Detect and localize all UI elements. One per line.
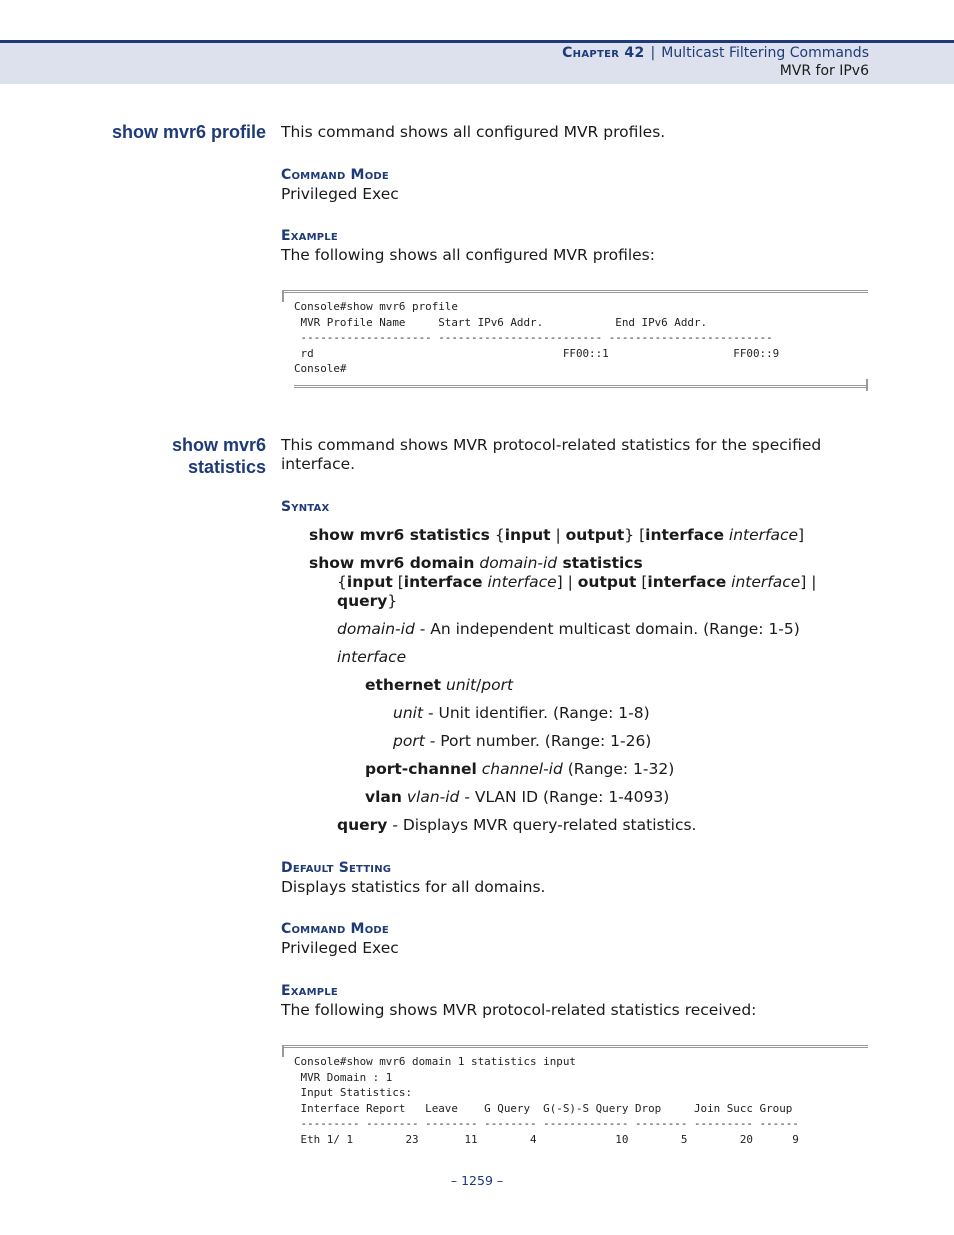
param-punct: / [476,676,482,694]
syntax-keyword: interface [403,573,483,591]
statistics-code-listing: Console#show mvr6 domain 1 statistics input MVR Domain : 1 Input Statistics: Interface Report Leave G Query G(-S)-S Query Drop Join Succ Group --------- -------- -------- -------- ------------- -------- --------- ------ Eth 1/ 1 23 11 4 10 5 20 9 [294,1055,799,1146]
syntax-punct: } [387,592,398,610]
syntax-punct: ] | [556,573,578,591]
param-keyword: port-channel [365,760,477,778]
profile-command-mode: Privileged Exec [281,185,399,203]
syntax-keyword: interface [647,573,727,591]
syntax-punct: ] | [800,573,817,591]
syntax-punct: { [489,526,505,544]
syntax-line-domain [309,554,643,573]
syntax-keyword: interface [645,526,724,544]
command-title-statistics-line1: show mvr6 [171,435,266,455]
statistics-code-block [282,1045,868,1158]
syntax-punct: ] [798,526,805,544]
statistics-description-line2: interface. [281,455,356,473]
syntax-keyword: query [337,592,388,610]
syntax-keyword: statistics [557,554,643,572]
syntax-cmd: show mvr6 statistics [309,526,490,544]
command-title-statistics-line2: statistics [187,457,266,477]
default-setting-heading: Default Setting [281,860,392,876]
syntax-argument: interface [723,526,799,544]
param-name: domain-id [337,620,415,638]
profile-description: This command shows all configured MVR profiles. [281,123,666,141]
syntax-line-domain-cont2 [337,592,397,611]
param-ethernet [365,676,513,695]
param-name: port [393,732,425,750]
syntax-punct: } [ [624,526,646,544]
statistics-example-heading: Example [281,983,338,999]
param-vlan [365,788,669,807]
page-number: – 1259 – [450,1173,504,1188]
syntax-punct: [ [392,573,404,591]
syntax-punct: | [550,526,566,544]
default-setting-text: Displays statistics for all domains. [281,878,546,896]
param-name: unit [393,704,424,722]
param-name: interface [337,648,407,666]
syntax-line-domain-cont [337,573,816,592]
param-interface [337,648,406,667]
profile-code-block [282,290,868,391]
param-description: - VLAN ID (Range: 1-4093) [459,788,670,806]
param-port-channel [365,760,674,779]
syntax-heading: Syntax [281,499,330,515]
statistics-example-text: The following shows MVR protocol-related statistics received: [281,1001,757,1019]
syntax-keyword: output [577,573,637,591]
syntax-keyword: input [504,526,551,544]
statistics-command-mode: Privileged Exec [281,939,399,957]
profile-command-mode-heading: Command Mode [281,167,389,183]
header-separator: | [650,45,656,61]
param-description: - Port number. (Range: 1-26) [424,732,652,750]
statistics-description-line1: This command shows MVR protocol-related statistics for the specified [281,436,822,454]
syntax-argument: domain-id [474,554,558,572]
param-description: - Unit identifier. (Range: 1-8) [423,704,650,722]
syntax-cmd: show mvr6 domain [309,554,475,572]
command-title-statistics [172,434,266,478]
param-description: (Range: 1-32) [562,760,675,778]
syntax-keyword: output [565,526,625,544]
syntax-argument: interface [726,573,801,591]
chapter-title: Multicast Filtering Commands [661,45,869,61]
param-keyword: ethernet [365,676,442,694]
syntax-punct: { [337,573,347,591]
chapter-number: Chapter 42 [562,45,645,61]
statistics-command-mode-heading: Command Mode [281,921,389,937]
profile-example-text: The following shows all configured MVR profiles: [281,246,655,264]
param-argument: port [481,676,514,694]
param-port [393,732,651,751]
code-box-bottom-rule [294,385,868,391]
param-domain-id [337,620,800,639]
param-argument: vlan-id [401,788,460,806]
running-header-section: MVR for IPv6 [779,63,869,79]
code-box-corner [282,1045,286,1057]
running-header-chapter [562,45,869,61]
param-keyword: vlan [365,788,402,806]
param-argument: unit [441,676,477,694]
param-unit [393,704,650,723]
param-description: - Displays MVR query-related statistics. [387,816,697,834]
param-description: - An independent multicast domain. (Range: 1-5) [414,620,800,638]
profile-code-listing: Console#show mvr6 profile MVR Profile Name Start IPv6 Addr. End IPv6 Addr. -------------------- ------------------------- ------------------------- rd FF00::1 FF00::9 Console# [294,300,780,375]
profile-example-heading: Example [281,228,338,244]
syntax-line-statistics [309,526,804,545]
param-query [337,816,696,835]
command-title-profile: show mvr6 profile [111,122,266,142]
syntax-punct: [ [636,573,648,591]
syntax-argument: interface [482,573,557,591]
param-keyword: query [337,816,388,834]
param-argument: channel-id [476,760,563,778]
code-box-corner [282,290,286,302]
syntax-keyword: input [346,573,393,591]
